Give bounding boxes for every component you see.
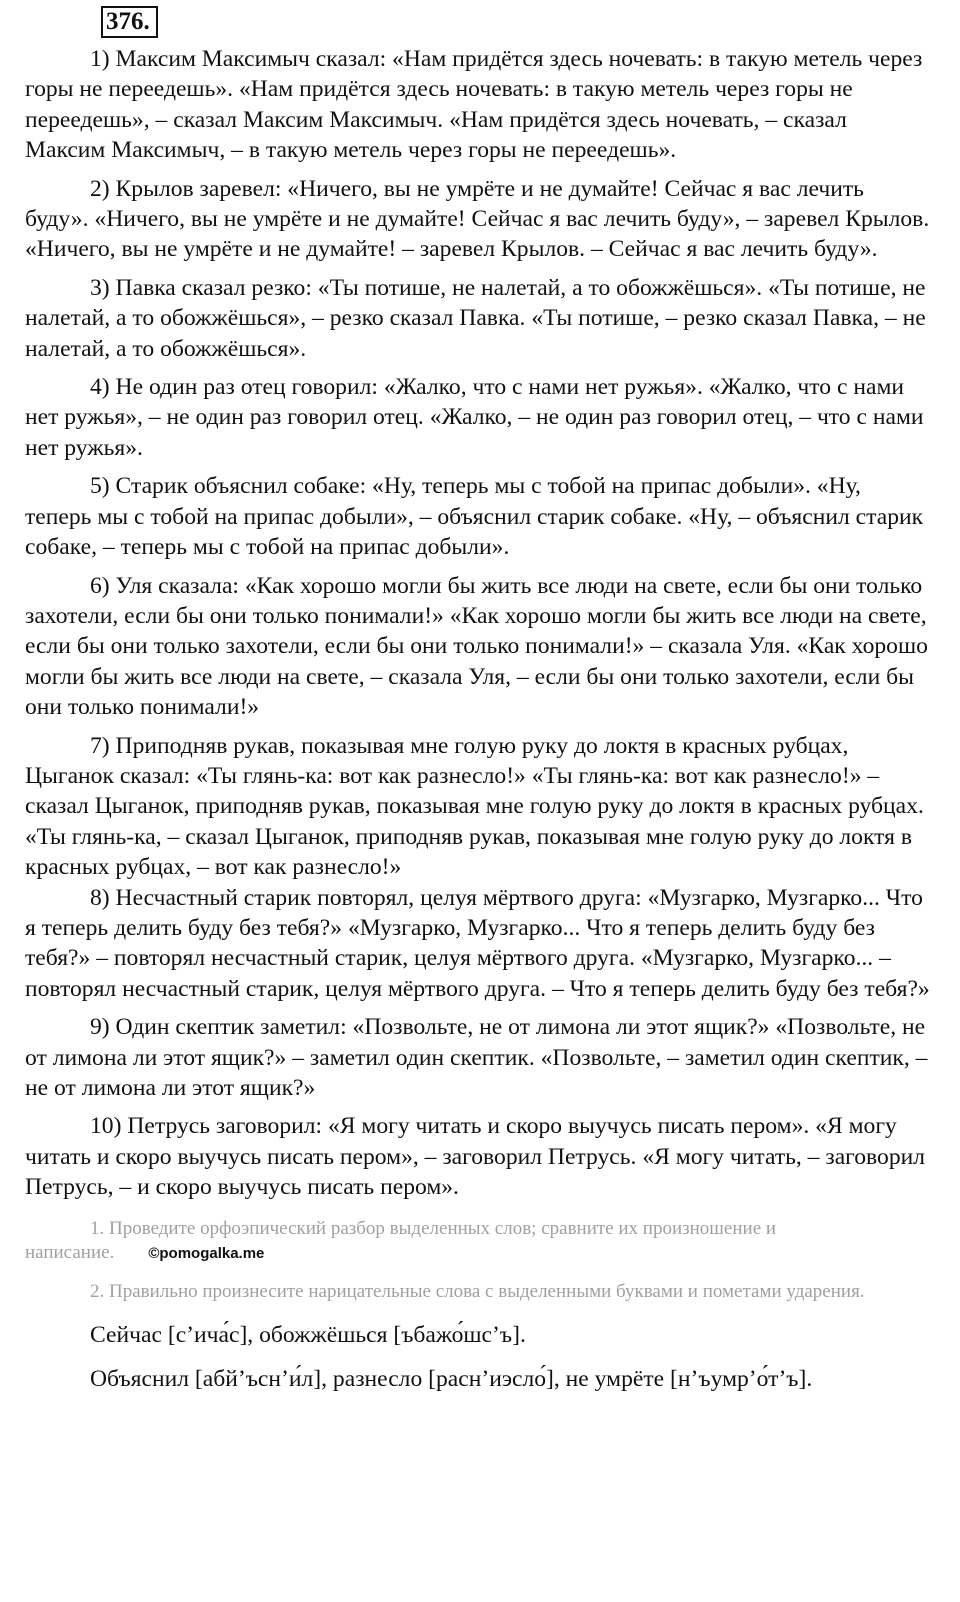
exercise-item-8: 8) Несчастный старик повторял, целуя мёртвого друга: «Музгарко, Музгарко... Что я теперь делить буду без тебя?» «Музгарко, Музгарко... Что я теперь делить буду без тебя?» – повторял несчастный старик, целуя мёртвого друга. «Музгарко, Музгарко... – повторял несчастный старик, целуя мёртвого друга. – Что я теперь делить буду без тебя?» xyxy=(25,884,930,1002)
exercise-item-4: 4) Не один раз отец говорил: «Жалко, что с нами нет ружья». «Жалко, что с нами нет ружья», – не один раз говорил отец. «Жалко, – не один раз говорил отец, – что с нами нет ружья». xyxy=(25,374,924,461)
answer-line-2: Объяснил [абй’ъсн’и́л], разнесло [расн’иэсло́], не умрёте [н’ъумр’о́т’ъ]. xyxy=(90,1365,813,1392)
exercise-item-2: 2) Крылов заревел: «Ничего, вы не умрёте и не думайте! Сейчас я вас лечить буду». «Ничего, вы не умрёте и не думайте! Сейчас я вас лечить буду», – заревел Крылов. «Ничего, вы не умрёте и не думайте! – заревел Крылов. – Сейчас я вас лечить буду». xyxy=(25,175,930,263)
exercise-item-10: 10) Петрусь заговорил: «Я могу читать и скоро выучусь писать пером». «Я могу читать и скоро выучусь писать пером», – заговорил Петрусь. «Я могу читать, – заговорил Петрусь, – и скоро выучусь писать пером». xyxy=(25,1113,926,1201)
task-1-text: 1. Проведите орфоэпический разбор выделенных слов; сравните их произношение и написание. xyxy=(25,1217,777,1263)
exercise-number: 376. xyxy=(101,6,158,38)
exercise-item-1: 1) Максим Максимыч сказал: «Нам придётся здесь ночевать: в такую метель через горы не переедешь». «Нам придётся здесь ночевать: в такую метель через горы не переедешь», – сказал Максим Максимыч. «Нам придётся здесь ночевать, – сказал Максим Максимыч, – в такую метель через горы не переедешь». xyxy=(25,46,923,164)
task-instruction-1 xyxy=(25,1217,932,1266)
answer-line-1: Сейчас [с’ича́с], обожжёшься [ъбажо́шс’ъ]. xyxy=(90,1321,526,1348)
exercise-item-9: 9) Один скептик заметил: «Позвольте, не от лимона ли этот ящик?» «Позвольте, не от лимона ли этот ящик?» – заметил один скептик. «Позвольте, – заметил один скептик, – не от лимона ли этот ящик?» xyxy=(25,1014,928,1101)
exercise-item-6: 6) Уля сказала: «Как хорошо могли бы жить все люди на свете, если бы они только захотели, если бы они только понимали!» «Как хорошо могли бы жить все люди на свете, если бы они только захотели, если бы они только понимали!» – сказала Уля. «Как хорошо могли бы жить все люди на свете, – сказала Уля, – если бы они только захотели, если бы они только понимали!» xyxy=(25,572,928,721)
task-instruction-2: 2. Правильно произнесите нарицательные слова с выделенными буквами и пометами ударения. xyxy=(90,1280,865,1302)
watermark: ©pomogalka.me xyxy=(148,1244,265,1262)
exercise-item-7: 7) Приподняв рукав, показывая мне голую руку до локтя в красных рубцах, Цыганок сказал: «Ты глянь-ка: вот как разнесло!» «Ты глянь-ка: вот как разнесло!» – сказал Цыганок, приподняв рукав, показывая мне голую руку до локтя в красных рубцах. «Ты глянь-ка, – сказал Цыганок, приподняв рукав, показывая мне голую руку до локтя в красных рубцах, – вот как разнесло!» xyxy=(25,732,924,881)
exercise-item-3: 3) Павка сказал резко: «Ты потише, не налетай, а то обожжёшься». «Ты потише, не налетай, а то обожжёшься», – резко сказал Павка. «Ты потише, – резко сказал Павка, – не налетай, а то обожжёшься». xyxy=(25,274,926,362)
exercise-item-5: 5) Старик объяснил собаке: «Ну, теперь мы с тобой на припас добыли». «Ну, теперь мы с тобой на припас добыли», – объяснил старик собаке. «Ну, – объяснил старик собаке, – теперь мы с тобой на припас добыли». xyxy=(25,473,924,561)
